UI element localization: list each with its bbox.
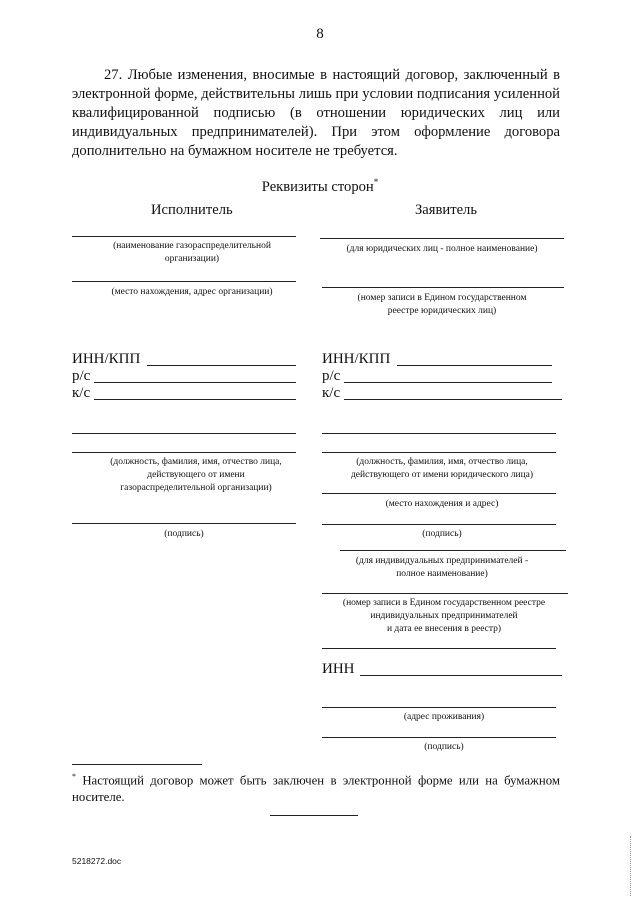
- executor-signature-line: [72, 523, 296, 524]
- applicant-ks-field: [322, 384, 562, 402]
- executor-inn-field: [72, 350, 296, 368]
- page-number: 8: [316, 26, 324, 42]
- scan-edge-mark: [630, 836, 632, 896]
- applicant-egrip-caption-1: (номер записи в Едином государственном реестре: [342, 598, 546, 608]
- executor-ks-field: [72, 384, 296, 402]
- applicant-position-caption-2: действующего от имени юридического лица): [350, 470, 534, 480]
- applicant-position-line-2: [322, 452, 556, 453]
- clause-27-text: 27. Любые изменения, вносимые в настоящий договор, заключенный в электронной форме, действительны лишь при условии подписания усиленной квалифицированной подписью (в отношении юридических лиц или индивидуальных предпринимателей). При этом оформление договора дополнительно на бумажном носителе не требуется.: [72, 67, 560, 159]
- applicant-signature-line-2: [322, 737, 556, 738]
- executor-position-caption-1: (должность, фамилия, имя, отчество лица,: [110, 457, 282, 467]
- applicant-inn-label: ИНН/КПП: [322, 351, 391, 367]
- executor-address-line: [72, 281, 296, 282]
- applicant-egrip-line-2: [322, 648, 556, 649]
- applicant-rs-label: р/с: [322, 368, 341, 384]
- document-id: 5218272.doc: [72, 856, 122, 866]
- applicant-signature-line-1: [322, 524, 556, 525]
- applicant-residence-caption: (адрес проживания): [403, 712, 485, 722]
- executor-rs-label: р/с: [72, 368, 91, 384]
- executor-ks-line: [94, 399, 296, 400]
- applicant-signature-caption-1: (подпись): [422, 529, 462, 539]
- executor-address-caption: (место нахождения, адрес организации): [111, 287, 273, 297]
- applicant-inn-field: [322, 350, 552, 368]
- applicant-residence-line: [322, 707, 556, 708]
- executor-name-caption-1: (наименование газораспределительной: [113, 241, 271, 251]
- applicant-egrul-caption-1: (номер записи в Едином государственном: [357, 293, 527, 303]
- applicant-inn-only-line: [360, 675, 562, 676]
- applicant-ip-name-caption-2: полное наименование): [396, 569, 488, 579]
- requisites-footnote-mark: *: [373, 177, 379, 187]
- executor-rs-line: [94, 382, 296, 383]
- applicant-legal-name-caption: (для юридических лиц - полное наименование): [346, 244, 538, 254]
- executor-signature-caption: (подпись): [164, 529, 204, 539]
- applicant-rs-field: [322, 367, 552, 385]
- applicant-egrul-line: [322, 287, 564, 288]
- applicant-signature-caption-2: (подпись): [424, 742, 464, 752]
- applicant-location-caption: (место нахождения и адрес): [385, 499, 499, 509]
- applicant-rs-line: [344, 382, 552, 383]
- applicant-ks-label: к/с: [322, 385, 341, 401]
- applicant-egrul-caption-2: реестре юридических лиц): [387, 306, 497, 316]
- requisites-heading: [0, 177, 640, 196]
- applicant-egrip-caption-2: индивидуальных предпринимателей: [370, 611, 518, 621]
- executor-ks-label: к/с: [72, 385, 91, 401]
- applicant-position-caption-1: (должность, фамилия, имя, отчество лица,: [356, 457, 528, 467]
- applicant-egrip-caption-3: и дата ее внесения в реестр): [386, 624, 502, 634]
- applicant-ip-name-caption-1: (для индивидуальных предпринимателей -: [355, 556, 529, 566]
- executor-inn-line: [147, 365, 296, 366]
- footnote: [72, 768, 560, 806]
- requisites-heading-text: Реквизиты сторон: [261, 178, 374, 195]
- applicant-title: Заявитель: [415, 202, 477, 218]
- executor-position-line-2: [72, 452, 296, 453]
- executor-title: Исполнитель: [151, 202, 233, 218]
- applicant-position-line-1: [322, 433, 556, 434]
- footnote-text: Настоящий договор может быть заключен в электронной форме или на бумажном носителе.: [72, 773, 561, 805]
- applicant-location-line: [322, 493, 556, 494]
- executor-name-caption-2: организации): [164, 254, 220, 264]
- applicant-inn-line: [397, 365, 552, 366]
- executor-inn-label: ИНН/КПП: [72, 351, 141, 367]
- end-rule: [270, 815, 358, 816]
- applicant-egrip-line: [322, 593, 568, 594]
- executor-name-line: [72, 236, 296, 237]
- applicant-ks-line: [344, 399, 562, 400]
- applicant-inn-only-field: [322, 660, 562, 678]
- executor-rs-field: [72, 367, 296, 385]
- applicant-name-line: [320, 238, 564, 239]
- footnote-mark: *: [72, 772, 76, 781]
- executor-position-caption-2: действующего от имени: [147, 470, 245, 480]
- clause-27: [72, 66, 560, 161]
- executor-position-caption-3: газораспределительной организации): [120, 483, 272, 493]
- applicant-inn-only-label: ИНН: [322, 661, 355, 677]
- executor-position-line-1: [72, 433, 296, 434]
- footnote-separator: [72, 764, 202, 765]
- applicant-ip-name-line: [340, 550, 566, 551]
